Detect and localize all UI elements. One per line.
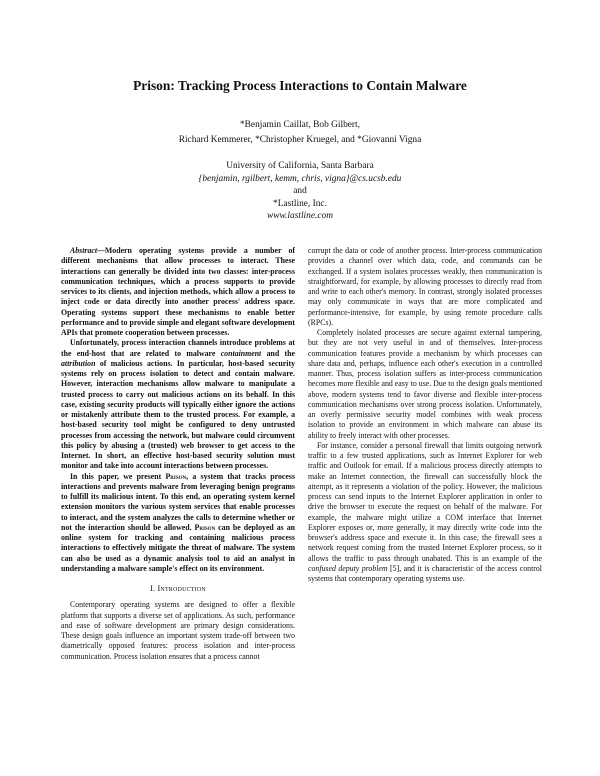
section-title: Introduction — [157, 584, 206, 593]
intro-p3-emph-confused-deputy: confused deputy problem — [308, 563, 388, 573]
abstract-paragraph-1 — [61, 246, 295, 338]
abstract-p2-text-b: and the — [261, 348, 295, 358]
paper-title: Prison: Tracking Process Interactions to Contain Malware — [133, 78, 467, 93]
intro-paragraph-3 — [308, 441, 542, 585]
abstract-p3-system-name-2: Prison — [194, 522, 216, 532]
intro-paragraph-2: Completely isolated processes are secure against external tampering, but they are not very useful in and of themselves. Inter-process communication features provide a mechanism by which processes can share data and, perhaps, influence each other's execution in a controlled manner. Thus, process isolation suffers as inter-process communication becomes more flexible and easy to use. Due to the design goals mentioned above, modern systems tend to favor diverse and flexible inter-process communication mechanisms over strong process isolation. Unfortunately, an overly permissive security model combines with weak process isolation to provide an environment in which malware can abuse its ability to freely interact with other processes. — [308, 328, 542, 440]
abstract-p3-system-name: Prison — [165, 471, 187, 481]
affiliation-university: University of California, Santa Barbara — [226, 161, 374, 171]
abstract-lead: Abstract — [70, 246, 98, 255]
abstract-p3-text-b: , a system that tracks process interactions and prevents malware from leveraging benign programs to fulfill its malicious intent. To this end, an operating system kernel extension monitors the various system services that enable processes to interact, and the system analyzes the calls to determine whether or not the interaction should be allowed. — [61, 471, 296, 532]
section-heading-introduction — [61, 584, 295, 594]
abstract-p2-emph-containment: containment — [220, 348, 262, 358]
authors-line-1: *Benjamin Caillat, Bob Gilbert, — [239, 120, 361, 130]
abstract-p2-text-a: Unfortunately, process interaction channels introduce problems at the end-host that are related to malware — [61, 338, 295, 358]
abstract-paragraph-2 — [61, 338, 295, 471]
abstract-p3-text-a: In this paper, we present — [70, 471, 166, 481]
author-block — [0, 118, 600, 148]
abstract-p2-emph-attribution: attribution — [61, 358, 96, 368]
abstract-paragraph-3 — [61, 472, 295, 575]
company-website: www.lastline.com — [267, 211, 333, 221]
abstract-p1-text: —Modern operating systems provide a number of different mechanisms that allow processes to interact. These interactions can generally be divided into two classes: inter-process communication techniques, which a process supports to provide services to its clients, and injection methods, which allow a process to inject code or data directly into another process' address space. Operating systems support these mechanisms to enable better performance and to provide simple and elegant software development APIs that promote cooperation between processes. — [61, 246, 295, 337]
abstract-p2-text-c: of malicious actions. In particular, host-based security systems rely on process isolation to detect and contain malware. However, interaction mechanisms allow malware to manipulate a trusted process to carry out malicious actions on its behalf. In this case, existing security products will typically either ignore the actions or mistakenly attribute them to the trusted process. For example, a host-based security tool might be configured to deny untrusted processes from accessing the network, but malware could circumvent this policy by abusing a (trusted) web browser to get access to the Internet. In short, an effective host-based security solution must monitor and take into account interactions between processes. — [61, 358, 295, 471]
authors-line-2: Richard Kemmerer, *Christopher Kruegel, and *Giovanni Vigna — [178, 135, 422, 145]
intro-paragraph-1: Contemporary operating systems are designed to offer a flexible platform that supports a diverse set of applications. As such, performance and ease of software development are primary design considerations. These design goals influence an important system trade-off between two diametrically opposed features: process isolation and inter-process communication. Process isolation ensures that a process cannot — [61, 600, 295, 661]
abstract-p3-text-c: can be deployed as an online system for tracking and containing malicious process interactions to effectively mitigate the threat of malware. The system can also be used as a dynamic analysis tool to aid an analyst in understanding a malware sample's effect on its environment. — [61, 522, 295, 573]
affiliation-company: *Lastline, Inc. — [273, 198, 327, 209]
right-column — [308, 246, 542, 584]
author-emails: {benjamin, rgilbert, kemm, chris, vigna}@cs.ucsb.edu — [198, 173, 402, 184]
intro-p3-text-b: [5], and it is characteristic of the access control systems that contemporary operating systems use. — [308, 563, 542, 583]
section-number: I. — [150, 584, 156, 593]
intro-p3-text-a: For instance, consider a personal firewall that limits outgoing network traffic to a few trusted applications, such as Internet Explorer for web traffic and Outlook for email. If a malicious process directly attempts to make an Internet connection, the firewall can successfully block the attempt, as it represents a violation of the policy. However, the malicious process can send inputs to the Internet Explorer application in order to drive the browser to execute the request on behalf of the malware. For example, the malware might utilize a COM interface that Internet Explorer exposes or, more generally, it may directly write code into the browser's address space and execute it. In this case, the firewall sees a network request coming from the trusted Internet Explorer process, so it allows the traffic to pass through unabated. This is an example of the — [308, 440, 542, 563]
abstract — [61, 246, 295, 574]
affiliation-block — [0, 160, 600, 223]
affiliation-and: and — [293, 186, 307, 196]
intro-paragraph-1-continued: corrupt the data or code of another process. Inter-process communication provides a channel over which data, code, and commands can be exchanged. If a system isolates processes weakly, then communication is straightforward, for example, by allowing processes to directly read from and write to each other's memory. In contrast, strongly isolated processes may only communicate in ways that are more complicated and performance-intensive, for example, by using remote procedure calls (RPCs). — [308, 246, 542, 327]
left-column — [61, 246, 295, 662]
intro-body-left — [61, 600, 295, 662]
